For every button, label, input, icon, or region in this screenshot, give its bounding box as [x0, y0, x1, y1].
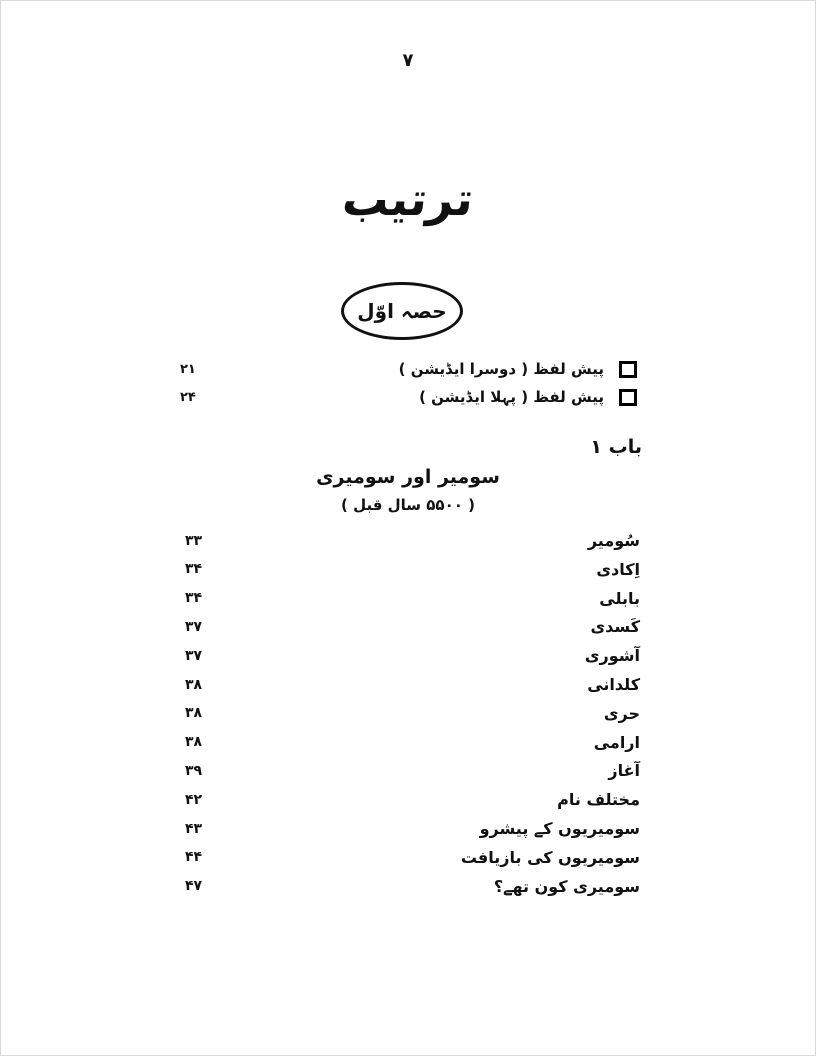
toc-row	[185, 700, 640, 727]
front-matter-row	[180, 356, 637, 382]
checkbox-icon	[619, 361, 637, 378]
toc-page-number: ۳۳	[185, 532, 203, 549]
toc-page-number: ۴۳	[185, 820, 203, 837]
toc-entry-label: آشوری	[584, 646, 640, 666]
toc-page-number: ۳۸	[185, 705, 203, 722]
chapter-heading: باب ۱	[590, 436, 642, 458]
toc-row	[185, 844, 640, 871]
page-number: ۷	[402, 50, 414, 71]
toc-row	[185, 786, 640, 813]
toc-page-number: ۴۲	[185, 791, 203, 808]
toc-row	[185, 729, 640, 756]
section-subtitle: ( ۵۵۰۰ سال قبل )	[341, 496, 475, 514]
toc-entry-label: مختلف نام	[557, 790, 640, 810]
front-matter-label: پیش لفظ ( دوسرا ایڈیشن )	[398, 360, 604, 378]
toc-page-number: ۳۷	[185, 618, 203, 635]
toc-row	[185, 815, 640, 842]
toc-page-number: ۳۸	[185, 734, 203, 751]
front-matter-label: پیش لفظ ( پہلا ایڈیشن )	[419, 388, 604, 406]
toc-entry-label: اِکادی	[596, 559, 640, 579]
toc-entry-label: سومیریوں کی بازیافت	[460, 847, 640, 867]
section-title: سومیر اور سومیری	[316, 466, 500, 488]
toc-row	[185, 757, 640, 784]
checkbox-icon	[619, 389, 637, 406]
toc-entry-label: کَسدی	[590, 617, 640, 637]
toc-page-number: ۳۸	[185, 676, 203, 693]
toc-page-number: ۴۴	[185, 849, 203, 866]
toc-page-number: ۳۷	[185, 647, 203, 664]
toc-entry-label: آغاز	[608, 761, 640, 781]
toc-page-number: ۴۷	[185, 878, 203, 895]
toc-row	[185, 873, 640, 900]
part-one-badge	[341, 282, 463, 340]
toc-entry-label: کلدانی	[587, 675, 640, 694]
front-matter-page-number: ۲۴	[180, 389, 196, 405]
toc-entry-label: سُومیر	[587, 531, 640, 550]
toc-entry-label: سومیری کون تھے؟	[493, 876, 640, 896]
toc-entry-label: ارامی	[593, 732, 640, 752]
toc-row	[185, 527, 640, 554]
part-badge-label: حصہ اوّل	[357, 299, 447, 323]
front-matter-page-number: ۲۱	[180, 361, 196, 377]
toc-entry-label: سومیریوں کے پیشرو	[479, 819, 640, 838]
document-title: ترتیب	[339, 172, 477, 226]
toc-entry-label: بابلی	[599, 588, 640, 608]
toc-row	[185, 671, 640, 698]
toc-row	[185, 613, 640, 640]
toc-page-number: ۳۴	[185, 561, 203, 578]
toc-row	[185, 556, 640, 583]
toc-row	[185, 585, 640, 612]
toc-page-number: ۳۹	[185, 762, 203, 779]
toc-row	[185, 642, 640, 669]
toc-entry-label: حری	[603, 703, 640, 723]
toc-page-number: ۳۴	[185, 590, 203, 607]
front-matter-row	[180, 384, 637, 410]
